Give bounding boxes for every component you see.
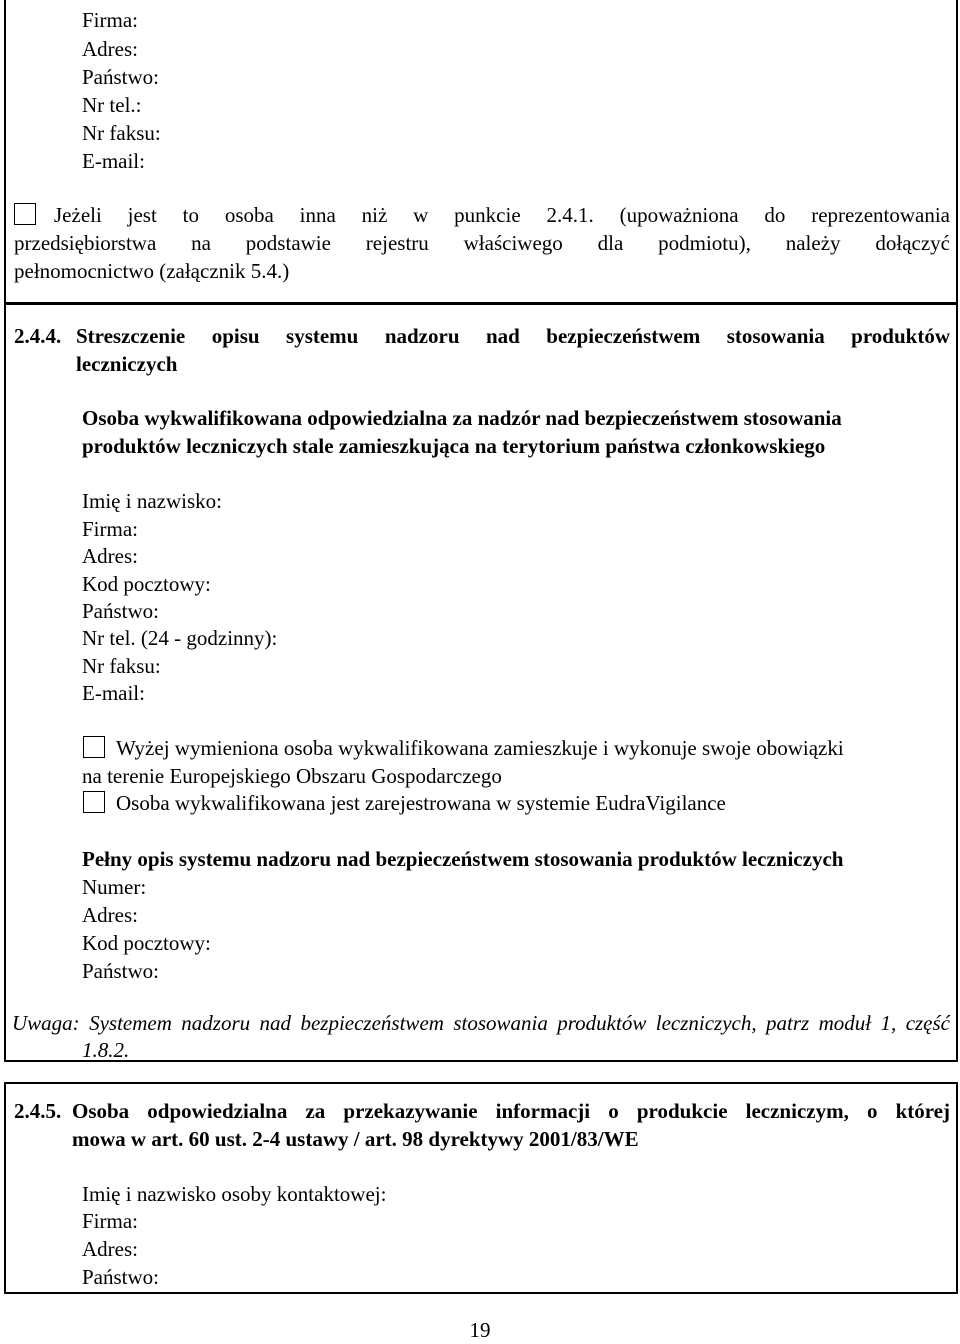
field-label: Państwo: [82,959,160,983]
field-label: Państwo: [82,599,160,623]
eudravigilance-checkbox[interactable] [83,791,105,813]
section-title: leczniczych [76,352,178,376]
note-text: Uwaga: Systemem nadzoru nad bezpieczeństwem stosowania produktów leczniczych, patrz moduł 1, część [12,1011,950,1035]
field-label: Nr tel. (24 - godzinny): [82,626,278,650]
eea-residence-text: na terenie Europejskiego Obszaru Gospodarczego [82,764,502,788]
field-label: Kod pocztowy: [82,931,211,955]
section-number: 2.4.4. [14,324,62,348]
section-number: 2.4.5. [14,1099,62,1123]
authorization-text: pełnomocnictwo (załącznik 5.4.) [14,259,290,283]
field-label: Numer: [82,875,147,899]
field-label: E-mail: [82,149,145,173]
section-title: Osoba odpowiedzialna za przekazywanie informacji o produkcie leczniczym, o której [72,1099,950,1123]
field-label: Nr tel.: [82,93,142,117]
qp-heading: Osoba wykwalifikowana odpowiedzialna za nadzór nad bezpieczeństwem stosowania [82,406,842,430]
field-label: E-mail: [82,681,145,705]
field-label: Adres: [82,903,138,927]
field-label: Imię i nazwisko: [82,489,222,513]
field-label: Kod pocztowy: [82,572,211,596]
field-label: Firma: [82,8,138,32]
field-label: Adres: [82,1237,138,1261]
section-title: mowa w art. 60 ust. 2-4 ustawy / art. 98 dyrektywy 2001/83/WE [72,1127,639,1151]
note-text: 1.8.2. [82,1038,130,1062]
field-label: Adres: [82,544,138,568]
field-label: Nr faksu: [82,121,161,145]
full-description-heading: Pełny opis systemu nadzoru nad bezpieczeństwem stosowania produktów leczniczych [82,847,844,871]
field-label: Imię i nazwisko osoby kontaktowej: [82,1182,387,1206]
eudravigilance-text: Osoba wykwalifikowana jest zarejestrowana w systemie EudraVigilance [116,791,726,815]
qp-heading: produktów leczniczych stale zamieszkująca na terytorium państwa członkowskiego [82,434,826,458]
eea-residence-checkbox[interactable] [83,736,105,758]
field-label: Firma: [82,517,138,541]
field-label: Państwo: [82,1265,160,1289]
eea-residence-text: Wyżej wymieniona osoba wykwalifikowana zamieszkuje i wykonuje swoje obowiązki [116,736,844,760]
page-number: 19 [469,1318,491,1342]
field-label: Nr faksu: [82,654,161,678]
authorization-text: Jeżeli jest to osoba inna niż w punkcie 2.4.1. (upoważniona do reprezentowania [54,203,950,227]
authorization-text: przedsiębiorstwa na podstawie rejestru właściwego dla podmiotu), należy dołączyć [14,231,950,255]
section-title: Streszczenie opisu systemu nadzoru nad bezpieczeństwem stosowania produktów [76,324,950,348]
field-label: Adres: [82,37,138,61]
field-label: Firma: [82,1209,138,1233]
authorization-checkbox[interactable] [14,203,36,225]
field-label: Państwo: [82,65,160,89]
